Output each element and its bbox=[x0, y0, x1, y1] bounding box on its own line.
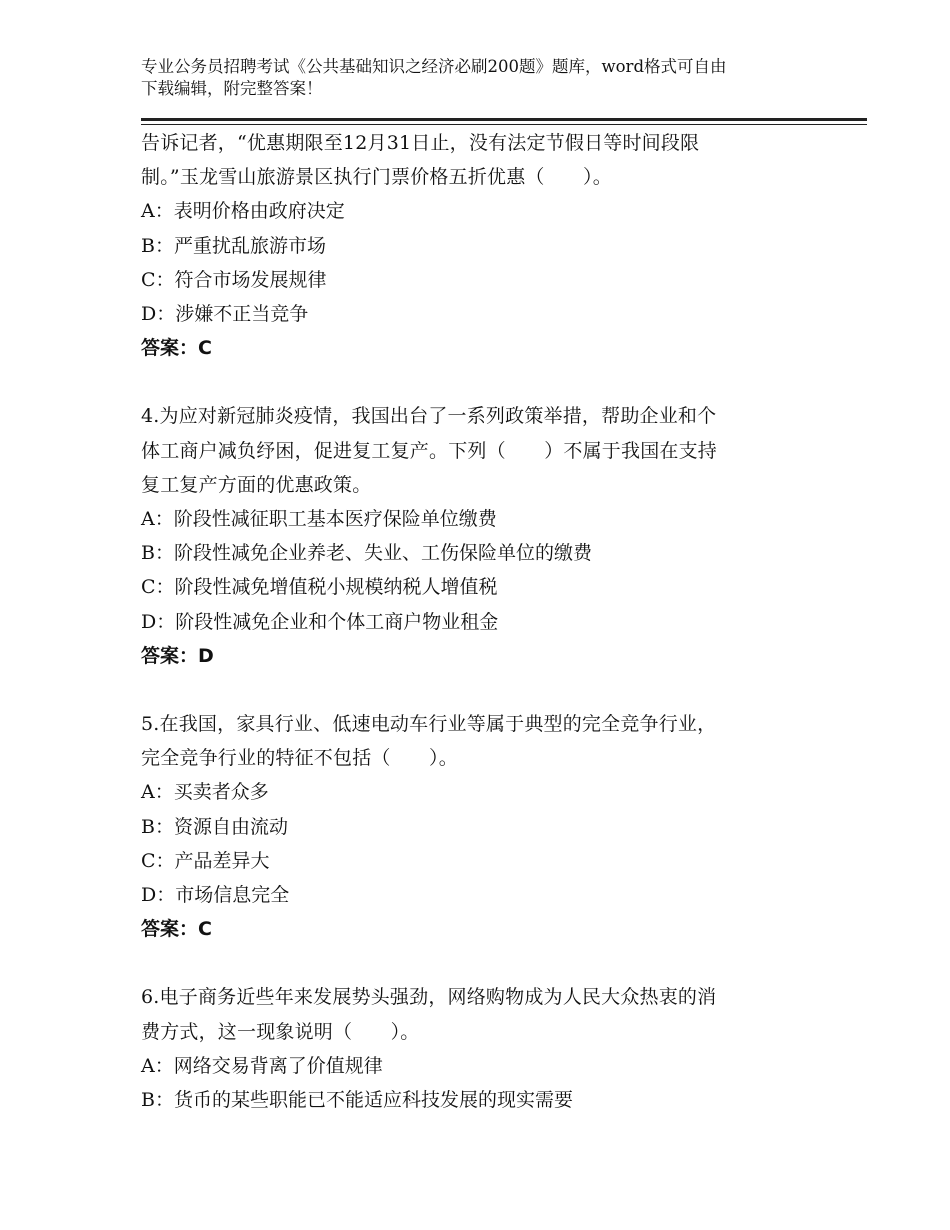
question-line: 复工复产方面的优惠政策。 bbox=[141, 473, 372, 496]
question-block bbox=[141, 126, 831, 365]
question-line: 体工商户减负纾困，促进复工复产。下列（ ）不属于我国在支持 bbox=[141, 439, 718, 462]
question-line: 制。”玉龙雪山旅游景区执行门票价格五折优惠（ ）。 bbox=[141, 166, 612, 189]
option-b: B：资源自由流动 bbox=[141, 815, 288, 838]
option-d: D：市场信息完全 bbox=[141, 884, 290, 907]
option-a: A：阶段性减征职工基本医疗保险单位缴费 bbox=[141, 508, 497, 531]
question-text bbox=[141, 707, 831, 775]
spacer bbox=[141, 673, 831, 707]
spacer bbox=[141, 365, 831, 399]
question-block bbox=[141, 399, 831, 673]
option-b: B：严重扰乱旅游市场 bbox=[141, 234, 326, 257]
question-line: 告诉记者，“优惠期限至12月31日止，没有法定节假日等时间段限 bbox=[141, 132, 700, 154]
question-text bbox=[141, 980, 831, 1048]
question-line: 5.在我国，家具行业、低速电动车行业等属于典型的完全竞争行业， bbox=[141, 713, 717, 736]
question-line: 6.电子商务近些年来发展势头强劲，网络购物成为人民大众热衷的消 bbox=[141, 986, 717, 1009]
document-header bbox=[141, 56, 831, 100]
question-list bbox=[141, 126, 831, 1117]
answer: 答案：C bbox=[141, 918, 212, 941]
answer: 答案：D bbox=[141, 644, 214, 667]
question-text bbox=[141, 399, 831, 502]
header-line-2: 下载编辑，附完整答案！ bbox=[141, 79, 323, 98]
option-c: C：阶段性减免增值税小规模纳税人增值税 bbox=[141, 576, 498, 599]
spacer bbox=[141, 946, 831, 980]
option-d: D：阶段性减免企业和个体工商户物业租金 bbox=[141, 610, 499, 633]
header-rule-thick bbox=[141, 118, 867, 121]
option-b: B：阶段性减免企业养老、失业、工伤保险单位的缴费 bbox=[141, 542, 592, 565]
option-d: D：涉嫌不正当竞争 bbox=[141, 303, 309, 326]
question-line: 费方式，这一现象说明（ ）。 bbox=[141, 1020, 420, 1043]
header-line-1: 专业公务员招聘考试《公共基础知识之经济必刷200题》题库，word格式可自由 bbox=[141, 57, 727, 76]
question-block bbox=[141, 980, 831, 1117]
question-text bbox=[141, 126, 831, 194]
option-c: C：符合市场发展规律 bbox=[141, 268, 327, 291]
answer: 答案：C bbox=[141, 337, 212, 360]
header-rule-thin bbox=[141, 124, 867, 125]
question-line: 4.为应对新冠肺炎疫情，我国出台了一系列政策举措，帮助企业和个 bbox=[141, 405, 717, 428]
option-c: C：产品差异大 bbox=[141, 849, 270, 872]
option-a: A：表明价格由政府决定 bbox=[141, 200, 345, 223]
question-block bbox=[141, 707, 831, 946]
option-a: A：买卖者众多 bbox=[141, 781, 269, 804]
question-line: 完全竞争行业的特征不包括（ ）。 bbox=[141, 747, 458, 770]
option-a: A：网络交易背离了价值规律 bbox=[141, 1054, 383, 1077]
option-b: B：货币的某些职能已不能适应科技发展的现实需要 bbox=[141, 1089, 573, 1112]
